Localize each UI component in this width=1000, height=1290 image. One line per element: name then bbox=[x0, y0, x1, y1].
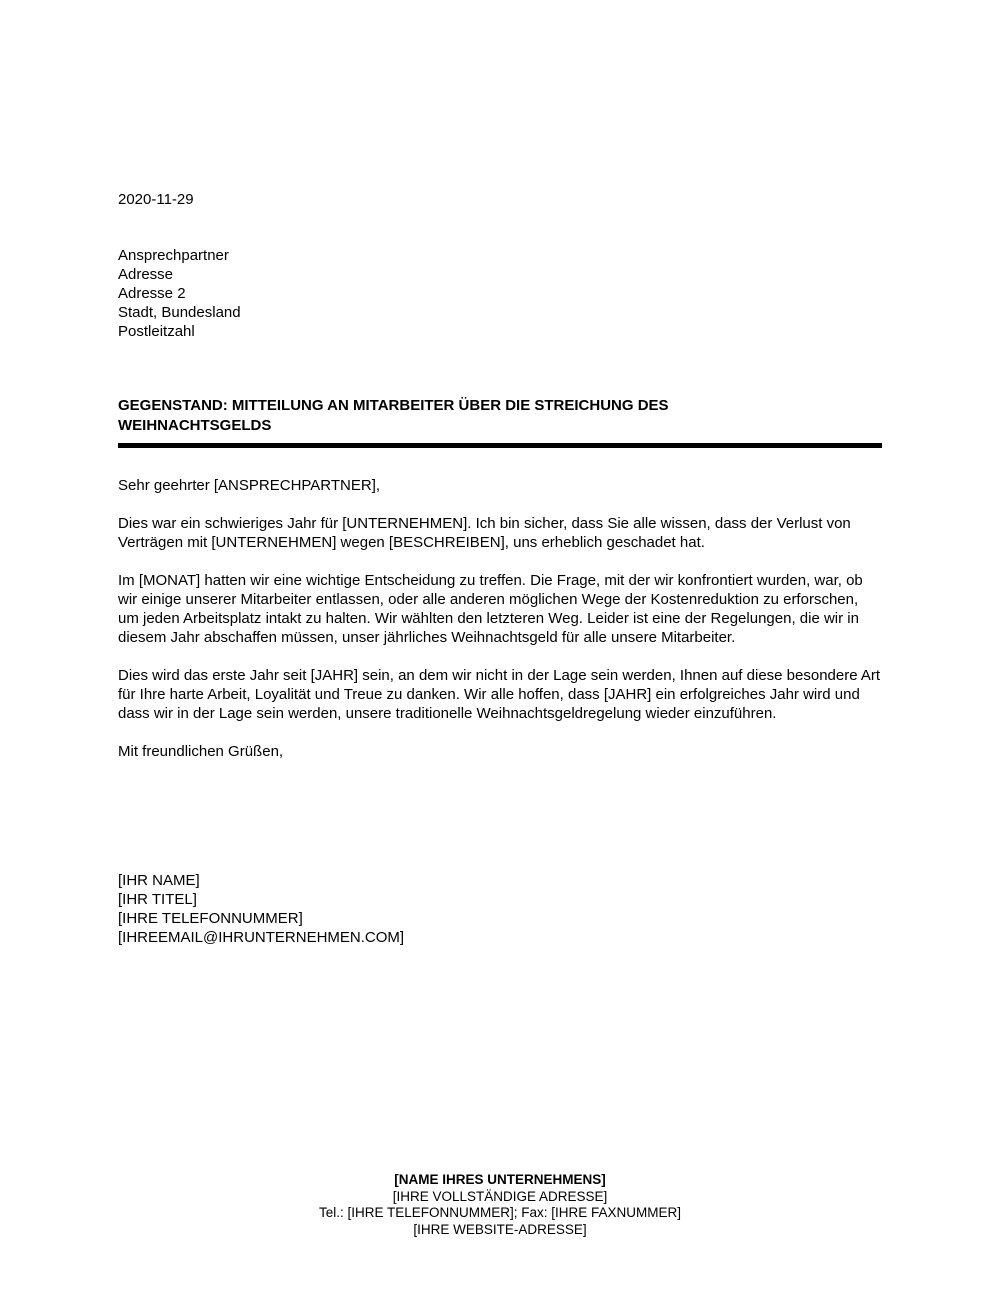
footer-phone-fax: Tel.: [IHRE TELEFONNUMMER]; Fax: [IHRE FAXNUMMER] bbox=[318, 1205, 682, 1220]
footer-company-name: [NAME IHRES UNTERNEHMENS] bbox=[394, 1172, 606, 1187]
salutation: Sehr geehrter [ANSPRECHPARTNER], bbox=[118, 477, 381, 494]
body-paragraph-2: Im [MONAT] hatten wir eine wichtige Entscheidung zu treffen. Die Frage, mit der wir konfrontiert wurden, war, ob wir einige unserer Mitarbeiter entlassen, oder alle anderen möglichen Wege der Kostenreduktion zu erforschen, um jeden Arbeitsplatz intakt zu halten. Wir wählten den letzteren Weg. Leider ist eine der Regelungen, die wir in diesem Jahr abschaffen müssen, unser jährliches Weihnachtsgeld für alle unsere Mitarbeiter. bbox=[118, 572, 863, 646]
body-paragraph-1: Dies war ein schwieriges Jahr für [UNTERNEHMEN]. Ich bin sicher, dass Sie alle wissen, dass der Verlust von Verträgen mit [UNTERNEHMEN] wegen [BESCHREIBEN], uns erheblich geschadet hat. bbox=[118, 515, 851, 551]
recipient-address-2: Adresse 2 bbox=[118, 285, 186, 302]
signature-block bbox=[118, 871, 882, 947]
letter-date: 2020-11-29 bbox=[118, 191, 194, 208]
recipient-city-state: Stadt, Bundesland bbox=[118, 304, 241, 321]
recipient-postal-code: Postleitzahl bbox=[118, 323, 195, 340]
signature-title: [IHR TITEL] bbox=[118, 891, 197, 908]
footer-website: [IHRE WEBSITE-ADRESSE] bbox=[413, 1221, 587, 1237]
signature-phone: [IHRE TELEFONNUMMER] bbox=[118, 910, 303, 927]
subject-divider-rule bbox=[118, 443, 882, 448]
letter-footer bbox=[0, 1172, 1000, 1238]
subject-heading: GEGENSTAND: MITTEILUNG AN MITARBEITER ÜBER DIE STREICHUNG DES WEIHNACHTSGELDS bbox=[118, 397, 669, 434]
signature-email: [IHREEMAIL@IHRUNTERNEHMEN.COM] bbox=[118, 929, 405, 946]
recipient-block bbox=[118, 246, 882, 341]
body-paragraph-3: Dies wird das erste Jahr seit [JAHR] sein, an dem wir nicht in der Lage sein werden, Ihnen auf diese besondere Art für Ihre harte Arbeit, Loyalität und Treue zu danken. Wir alle hoffen, dass [JAHR] ein erfolgreiches Jahr wird und dass wir in der Lage sein werden, unsere traditionelle Weihnachtsgeldregelung wieder einzuführen. bbox=[118, 667, 881, 722]
closing-line: Mit freundlichen Grüßen, bbox=[118, 743, 284, 760]
recipient-address-1: Adresse bbox=[118, 266, 174, 283]
signature-name: [IHR NAME] bbox=[118, 872, 200, 889]
footer-company-address: [IHRE VOLLSTÄNDIGE ADRESSE] bbox=[392, 1188, 608, 1204]
recipient-contact: Ansprechpartner bbox=[118, 247, 229, 264]
